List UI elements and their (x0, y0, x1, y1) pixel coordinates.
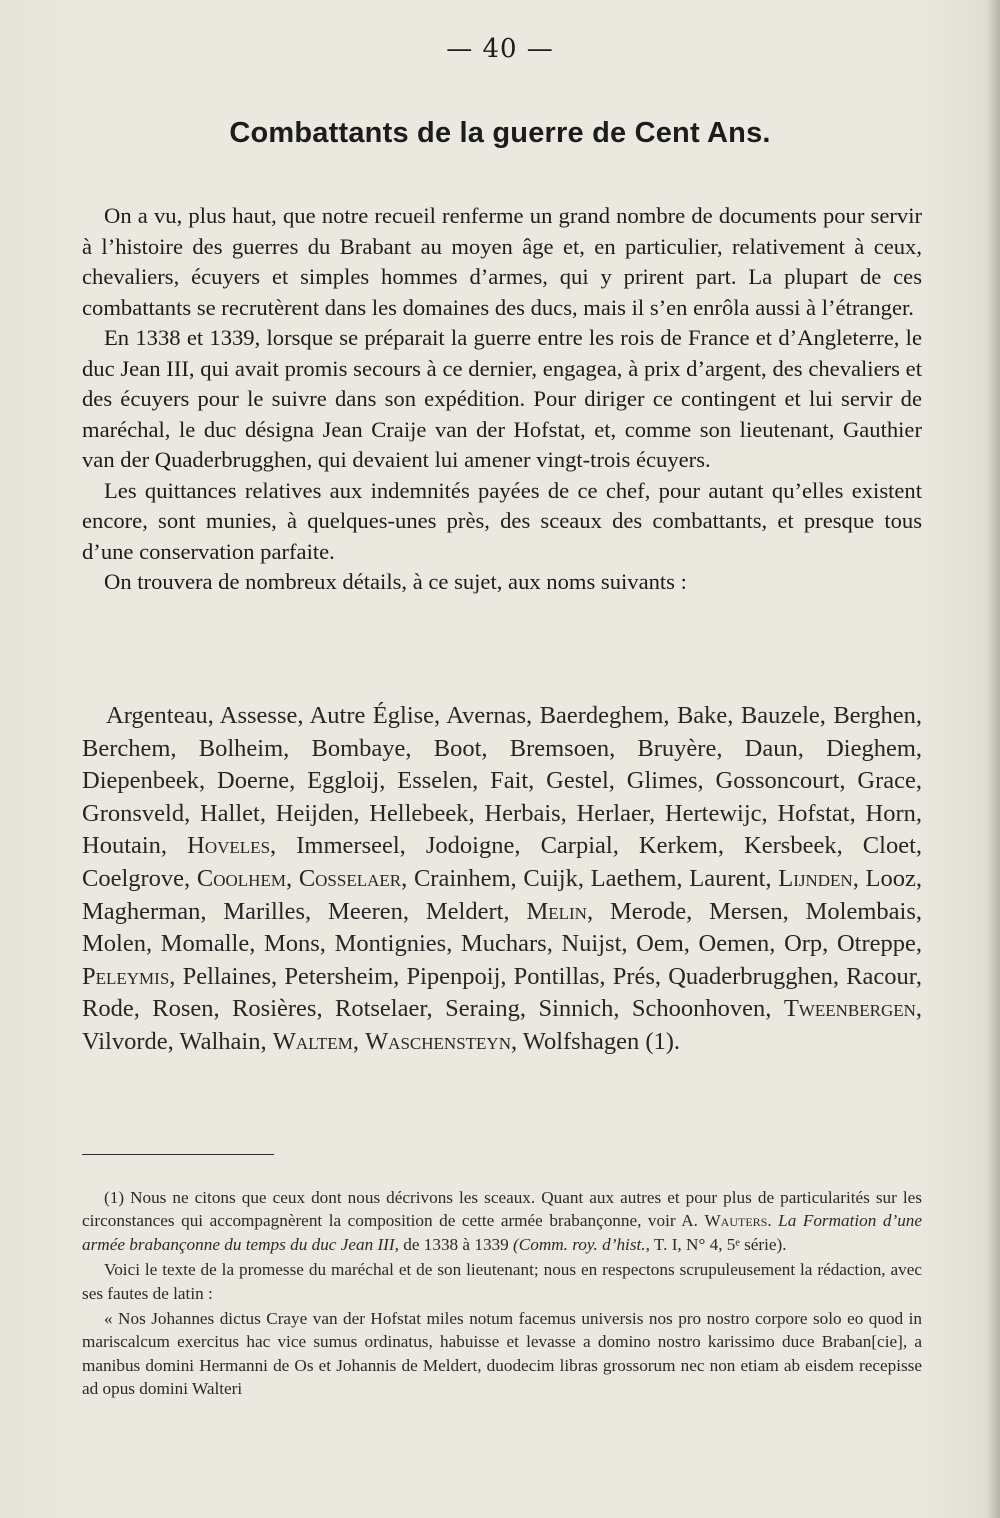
names-paragraph (82, 700, 922, 1059)
names-text: , Merode, Mersen, Molembais, Molen, Momalle, Mons, Montignies, Muchars, Nuijst, Oem, Oemen, Orp, Otreppe, (82, 897, 922, 958)
footnote-text: de 1338 à 1339 (403, 1234, 509, 1254)
footnote-source: (Comm. roy. d’hist. (513, 1234, 646, 1254)
paragraph-4: On trouvera de nombreux détails, à ce sujet, aux noms suivants : (104, 569, 687, 594)
names-smallcaps: Coolhem (196, 864, 286, 892)
section-title: Combattants de la guerre de Cent Ans. (229, 117, 771, 149)
names-text: , Vilvorde, Walhain, (82, 995, 923, 1055)
names-text: , Crainhem, Cuijk, Laethem, Laurent, (401, 864, 772, 892)
paragraph-3: Les quittances relatives aux indemnités payées de ce chef, pour autant qu’elles existent encore, sont munies, à quelques-unes près, des sceaux des combattants, et presque tous d’une conservation parfaite. (82, 477, 922, 564)
page-edge-shadow (986, 0, 1000, 1518)
names-smallcaps: Hoveles (187, 832, 271, 860)
paragraph-1: On a vu, plus haut, que notre recueil renferme un grand nombre de documents pour servir à l’histoire des guerres du Brabant au moyen âge et, en particulier, relativement à ceux, chevaliers, écuyers et simples hommes d’armes, qui y prirent part. La plupart de ces combattants se recrutèrent dans les domaines des ducs, mais il s’en enrôla aussi à l’étranger. (82, 203, 922, 320)
footnote-work-title: La Formation d’une armée brabançonne du temps du duc Jean III, (82, 1211, 923, 1254)
footnote-1 (82, 1186, 922, 1256)
names-text: , (285, 864, 293, 892)
names-smallcaps: Lijnden (778, 864, 853, 892)
intro-text (82, 201, 922, 598)
names-smallcaps: Waltem (272, 1027, 353, 1055)
footnote-2: Voici le texte de la promesse du maréchal et de son lieutenant; nous en respectons scrupuleusement la rédaction, avec ses fautes de latin : (82, 1260, 922, 1303)
names-text: Argenteau, Assesse, Autre Église, Avernas, Baerdeghem, Bake, Bauzele, Berghen, Berchem, Bolheim, Bombaye, Boot, Bremsoen, Bruyère, Daun, Dieghem, Diepenbeek, Doerne, Eggloij, Esselen, Fait, Gestel, Glimes, Gossoncourt, Grace, Gronsveld, Hallet, Heijden, Hellebeek, Herbais, Herlaer, Hertewijc, Hofstat, Horn, Houtain, (82, 702, 922, 860)
names-text: , Wolfshagen (1). (510, 1027, 681, 1055)
footnotes (82, 1186, 922, 1403)
names-text: , (352, 1027, 359, 1055)
names-smallcaps: Tweenbergen (783, 995, 916, 1023)
names-list (82, 700, 922, 1059)
footnote-author: Wauters (704, 1211, 768, 1231)
paragraph-2: En 1338 et 1339, lorsque se préparait la guerre entre les rois de France et d’Angleterre, le duc Jean III, qui avait promis secours à ce dernier, engagea, à prix d’argent, des chevaliers et des écuyers pour le suivre dans son expédition. Pour diriger ce contingent et lui servir de maréchal, le duc désigna Jean Craije van der Hofstat, et, comme son lieutenant, Gauthier van der Quaderbrugghen, qui devaient lui amener vingt-trois écuyers. (82, 325, 922, 472)
names-smallcaps: Melin (526, 897, 587, 925)
names-smallcaps: Peleymis (82, 962, 170, 990)
footnote-3: « Nos Johannes dictus Craye van der Hofstat miles notum facemus universis nos pro nostro corpore solo eo quod in mariscalcum exercitus hac vice sumus ordinatus, habuisse et levasse a domino nostro karissimo duce Braban[cie], a manibus domini Hermanni de Os et Johannis de Meldert, duodecim libras grossorum nec non etiam ab eisdem recepisse ad opus domini Walteri (82, 1309, 922, 1399)
footnote-rule (82, 1154, 274, 1155)
footnote-text: , T. I, N° 4, 5ᵉ série). (645, 1234, 787, 1254)
footnote-text: (1) Nous ne citons que ceux dont nous décrivons les sceaux. Quant aux autres et pour plus de particularités sur les circonstances qui accompagnèrent la composition de cette armée brabançonne, voir A. (82, 1188, 922, 1231)
page-number: — 40 — (446, 34, 554, 64)
names-text: , Immerseel, Jodoigne, Carpial, Kerkem, Kersbeek, Cloet, Coelgrove, (82, 832, 923, 892)
names-text: , Looz, Magherman, Marilles, Meeren, Meldert, (82, 864, 923, 925)
names-smallcaps: Waschensteyn (365, 1027, 511, 1055)
footnote-text: . (767, 1211, 772, 1231)
names-text: , Pellaines, Petersheim, Pipenpoij, Pontillas, Prés, Quaderbrugghen, Racour, Rode, Rosen, Rosières, Rotselaer, Seraing, Sinnich, Schoonhoven, (82, 962, 922, 1023)
names-smallcaps: Cosselaer (298, 864, 402, 892)
